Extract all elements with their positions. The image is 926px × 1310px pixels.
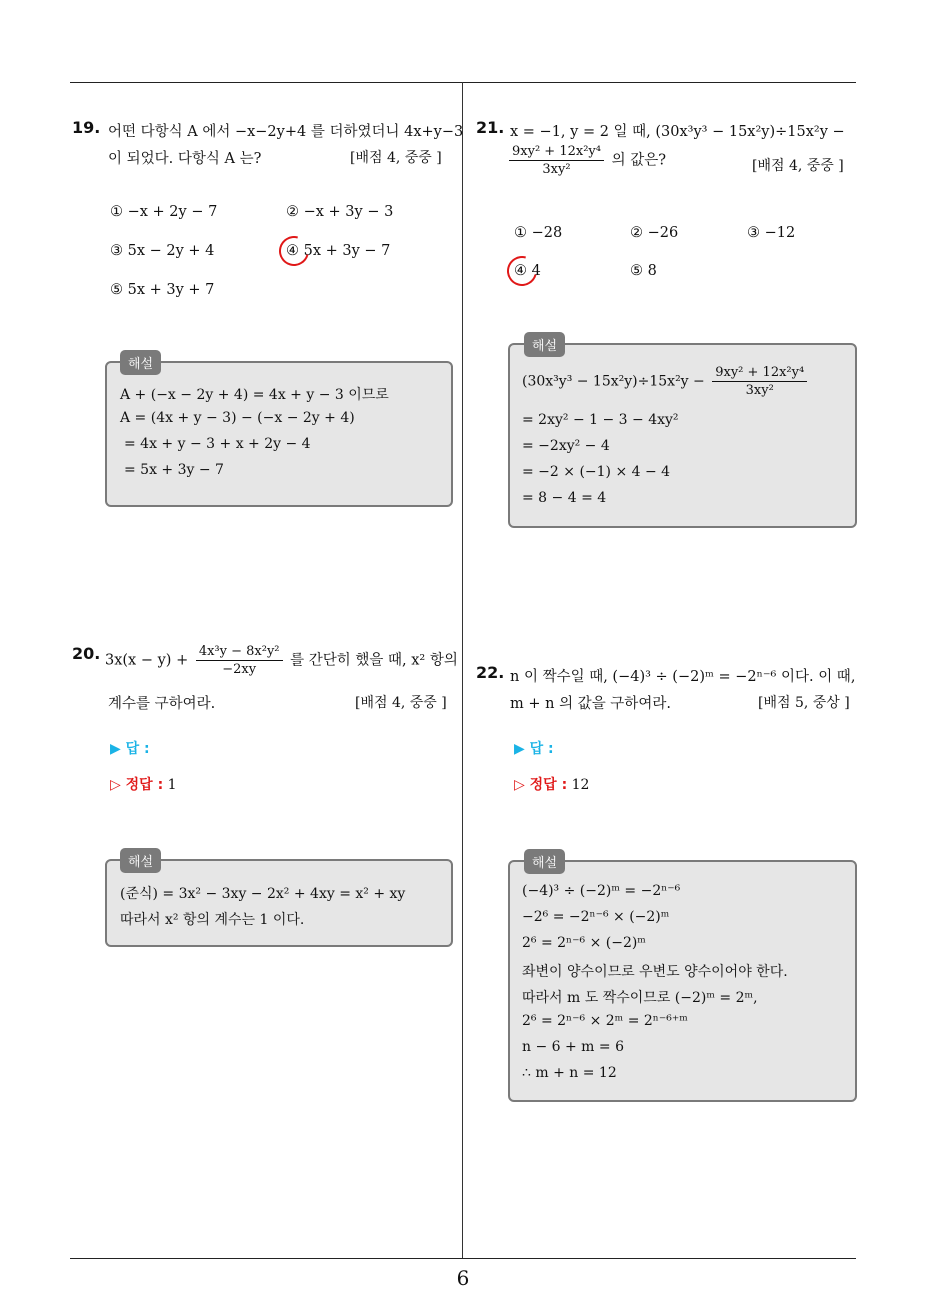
solution-line: = −2 × (−1) × 4 − 4	[522, 464, 671, 480]
fraction-denominator: −2xy	[222, 662, 257, 677]
solution-tag: 해설	[524, 849, 565, 874]
solution-line: 좌변이 양수이므로 우변도 양수이어야 한다.	[522, 964, 788, 980]
option-2[interactable]: ② −26	[630, 225, 679, 241]
correct-answer	[110, 774, 177, 794]
question-text-line2: 계수를 구하여라.	[108, 696, 216, 712]
solution-line: = 8 − 4 = 4	[522, 490, 607, 506]
option-1[interactable]: ① −x + 2y − 7	[110, 204, 218, 220]
fraction	[196, 644, 283, 677]
question-text-line2: m + n 의 값을 구하여라.	[510, 696, 671, 712]
solution-line: A + (−x − 2y + 4) = 4x + y − 3 이므로	[120, 387, 389, 403]
solution-line: = 5x + 3y − 7	[124, 462, 224, 478]
expr-post: 의 값은?	[611, 152, 666, 169]
question-number: 21.	[476, 118, 505, 137]
solution-line: 2⁶ = 2ⁿ⁻⁶ × (−2)ᵐ	[522, 935, 646, 951]
solution-line: = 2xy² − 1 − 3 − 4xy²	[522, 412, 679, 428]
fraction-numerator: 4x³y − 8x²y²	[196, 644, 283, 661]
score-meta: [배점 4, 중중 ]	[355, 695, 447, 711]
option-3[interactable]: ③ 5x − 2y + 4	[110, 243, 215, 259]
question-number: 22.	[476, 663, 505, 682]
expr-post: 를 간단히 했을 때, x² 항의	[290, 652, 458, 669]
fraction-numerator: 9xy² + 12x²y⁴	[712, 365, 807, 382]
correct-answer-label: ▷ 정답 :	[514, 777, 568, 793]
bottom-rule	[70, 1258, 856, 1259]
option-3[interactable]: ③ −12	[747, 225, 796, 241]
expr-pre: (30x³y³ − 15x²y)÷15x²y −	[522, 373, 705, 390]
solution-line: ∴ m + n = 12	[522, 1065, 617, 1081]
question-text-line2	[506, 144, 666, 177]
fraction	[509, 144, 604, 177]
fraction-denominator: 3xy²	[745, 383, 774, 398]
solution-line: = 4x + y − 3 + x + 2y − 4	[124, 436, 311, 452]
fraction-numerator: 9xy² + 12x²y⁴	[509, 144, 604, 161]
option-5[interactable]: ⑤ 5x + 3y + 7	[110, 282, 215, 298]
page-number: 6	[456, 1266, 470, 1290]
solution-line: 따라서 m 도 짝수이므로 (−2)ᵐ = 2ᵐ,	[522, 990, 758, 1006]
correct-answer-value: 12	[571, 777, 590, 793]
solution-line: n − 6 + m = 6	[522, 1039, 624, 1055]
score-meta: [배점 4, 중중 ]	[752, 158, 844, 174]
question-text-line1: n 이 짝수일 때, (−4)³ ÷ (−2)ᵐ = −2ⁿ⁻⁶ 이다. 이 때,	[510, 669, 856, 685]
option-4[interactable]: ④ 5x + 3y − 7	[286, 243, 391, 259]
score-meta: [배점 4, 중중 ]	[350, 150, 442, 166]
solution-line: A = (4x + y − 3) − (−x − 2y + 4)	[120, 410, 355, 426]
top-rule	[70, 82, 856, 83]
solution-line: = −2xy² − 4	[522, 438, 610, 454]
score-meta: [배점 5, 중상 ]	[758, 695, 850, 711]
answer-input-label[interactable]: ▶ 답 :	[514, 741, 554, 757]
option-1[interactable]: ① −28	[514, 225, 563, 241]
option-2[interactable]: ② −x + 3y − 3	[286, 204, 394, 220]
solution-line: −2⁶ = −2ⁿ⁻⁶ × (−2)ᵐ	[522, 909, 670, 925]
question-text-line1: 어떤 다항식 A 에서 −x−2y+4 를 더하였더니 4x+y−3	[108, 124, 464, 140]
solution-line: 2⁶ = 2ⁿ⁻⁶ × 2ᵐ = 2ⁿ⁻⁶⁺ᵐ	[522, 1013, 688, 1029]
solution-tag: 해설	[524, 332, 565, 357]
solution-box	[105, 361, 453, 507]
correct-answer-label: ▷ 정답 :	[110, 777, 164, 793]
selected-answer-mark	[274, 231, 315, 272]
expr-pre: 3x(x − y) +	[105, 652, 189, 669]
question-text-line1: x = −1, y = 2 일 때, (30x³y³ − 15x²y)÷15x²y −	[510, 124, 845, 140]
column-divider	[462, 82, 463, 1259]
option-4[interactable]: ④ 4	[514, 263, 541, 279]
correct-answer	[514, 774, 589, 794]
solution-tag: 해설	[120, 350, 161, 375]
correct-answer-value: 1	[167, 777, 177, 793]
solution-line	[522, 365, 810, 398]
fraction-denominator: 3xy²	[542, 162, 571, 177]
selected-answer-mark	[502, 251, 543, 292]
solution-line: 따라서 x² 항의 계수는 1 이다.	[120, 912, 305, 928]
question-number: 19.	[72, 118, 101, 137]
solution-tag: 해설	[120, 848, 161, 873]
solution-line: (준식) = 3x² − 3xy − 2x² + 4xy = x² + xy	[120, 886, 406, 902]
answer-input-label[interactable]: ▶ 답 :	[110, 741, 150, 757]
fraction	[712, 365, 807, 398]
solution-line: (−4)³ ÷ (−2)ᵐ = −2ⁿ⁻⁶	[522, 883, 681, 899]
option-5[interactable]: ⑤ 8	[630, 263, 657, 279]
question-text-line2: 이 되었다. 다항식 A 는?	[108, 151, 262, 167]
question-number: 20.	[72, 644, 101, 663]
question-text-line1	[105, 644, 458, 677]
